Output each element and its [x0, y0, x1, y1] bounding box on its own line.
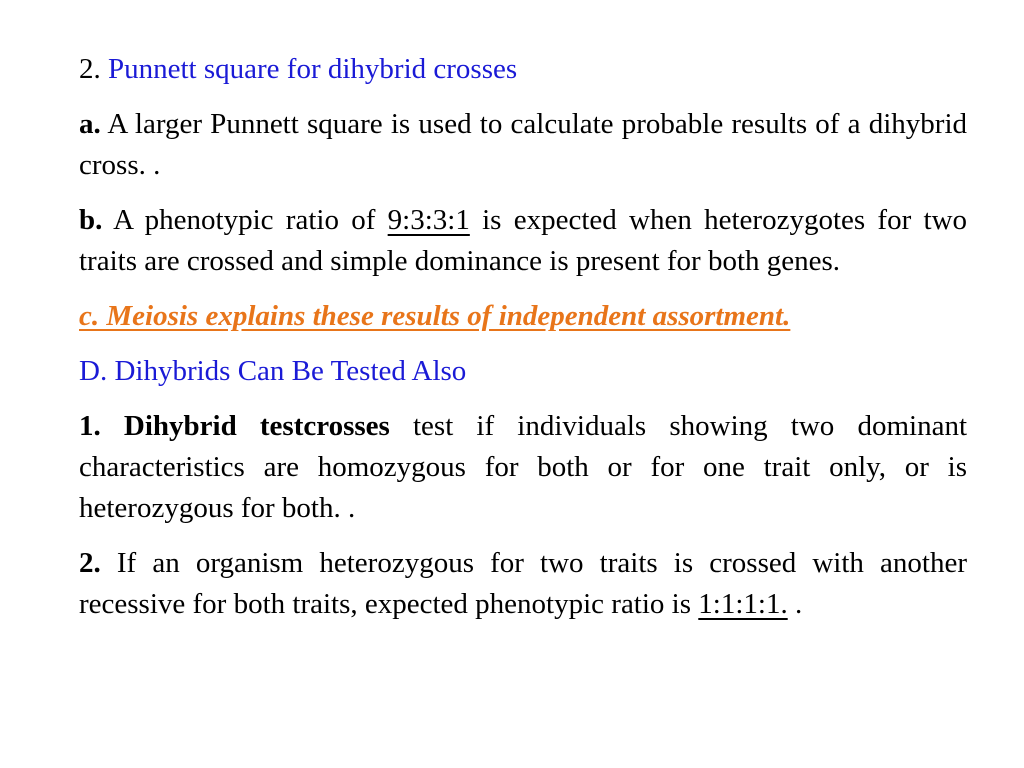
section-2-title: Punnett square for dihybrid crosses — [108, 53, 518, 85]
item-1-label: 1. Dihybrid testcrosses — [79, 410, 390, 442]
section-d-heading: D. Dihybrids Can Be Tested Also — [79, 355, 467, 387]
item-1 — [79, 406, 967, 529]
item-c — [79, 296, 967, 337]
slide-content — [79, 49, 967, 639]
item-2-label: 2. — [79, 547, 101, 579]
item-b-text-before: A phenotypic ratio of — [113, 204, 376, 236]
item-1-text: test if individuals showing two dominant characteristics are homozygous for both or for one trait only, or is heterozygous for both. . — [79, 410, 968, 524]
item-b-label: b. — [79, 204, 103, 236]
item-2-trail: . — [794, 588, 803, 620]
item-c-text: c. Meiosis explains these results of independent assortment. — [79, 300, 791, 332]
item-a-label: a. — [79, 108, 101, 140]
section-2-heading — [79, 49, 967, 90]
item-b-text-after: is expected when heterozygotes for two traits are crossed and simple dominance is present for both genes. — [79, 204, 968, 277]
section-2-number: 2. — [79, 53, 101, 85]
item-2 — [79, 543, 967, 625]
item-b-ratio: 9:3:3:1 — [387, 204, 470, 236]
item-2-text: If an organism heterozygous for two traits is crossed with another recessive for both traits, expected phenotypic ratio is — [79, 547, 968, 620]
item-2-ratio: 1:1:1:1. — [698, 588, 788, 620]
item-b — [79, 200, 967, 282]
item-a — [79, 104, 967, 186]
item-a-text: A larger Punnett square is used to calculate probable results of a dihybrid cross. . — [79, 108, 968, 181]
